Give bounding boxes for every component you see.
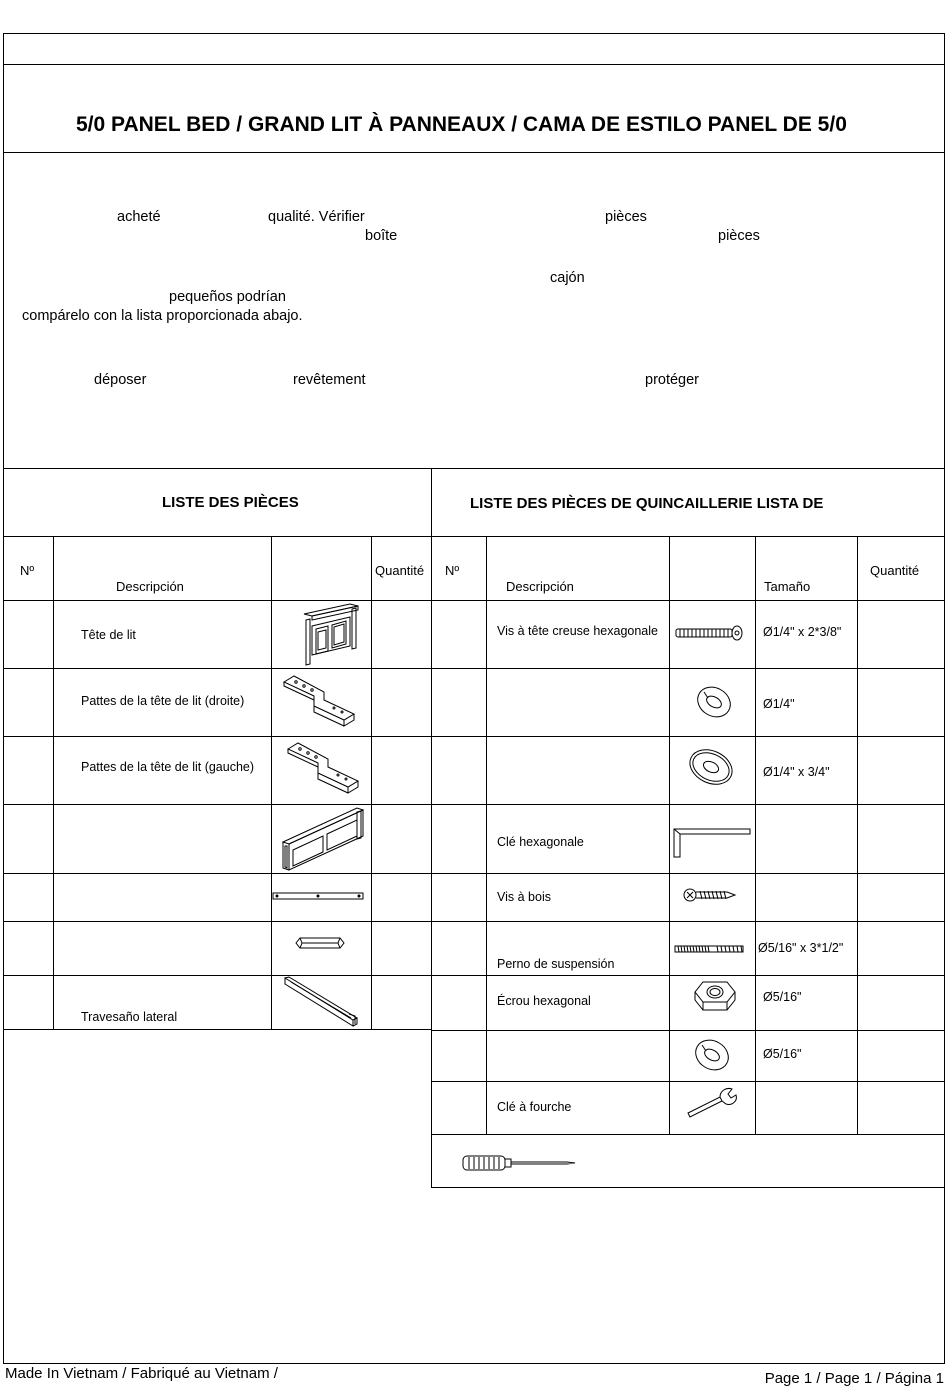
hw-col-quantity: Quantité <box>870 563 920 578</box>
hw-colhead-rule <box>431 600 944 601</box>
side-rail-icon <box>283 976 359 1028</box>
hex-nut-icon <box>693 978 737 1014</box>
parts-row-rule <box>3 873 431 874</box>
slat-rail-icon <box>272 891 364 901</box>
parts-row-rule <box>3 668 431 669</box>
hardware-size: Ø5/16" <box>763 990 802 1004</box>
hw-col-rule <box>857 536 858 1134</box>
parts-row-rule <box>3 736 431 737</box>
hardware-description: Écrou hexagonal <box>497 994 591 1008</box>
frame-left <box>3 33 4 1364</box>
hw-row-rule <box>431 1134 944 1135</box>
hardware-size: Ø1/4" <box>763 697 795 711</box>
intro-fragment: acheté <box>117 209 161 225</box>
hw-row-rule <box>431 1030 944 1031</box>
hardware-list-header: LISTE DES PIÈCES DE QUINCAILLERIE LISTA DE <box>470 495 824 512</box>
hw-row-rule <box>431 804 944 805</box>
intro-fragment: boîte <box>365 228 398 244</box>
parts-header-rule <box>3 536 431 537</box>
hw-col-rule <box>486 536 487 1134</box>
title-top-rule <box>3 64 944 65</box>
page-number: Page 1 / Page 1 / Página 1 <box>764 1370 944 1387</box>
frame-top <box>3 33 944 34</box>
hanger-bolt-icon <box>673 943 745 955</box>
part-description: Pattes de la tête de lit (gauche) <box>81 760 255 774</box>
hardware-description: Vis à bois <box>497 890 551 904</box>
hardware-description: Vis à tête creuse hexagonale <box>497 624 658 638</box>
parts-row-rule <box>3 804 431 805</box>
wood-screw-icon <box>683 885 737 905</box>
page-title: 5/0 PANEL BED / GRAND LIT À PANNEAUX / CAMA DE ESTILO PANEL DE 5/0 <box>76 113 847 136</box>
headboard-icon <box>300 602 360 666</box>
hw-col-rule <box>669 536 670 1134</box>
intro-fragment: revêtement <box>293 372 366 388</box>
parts-col-rule <box>271 536 272 1029</box>
frame-right <box>944 33 945 1364</box>
intro-fragment: protéger <box>645 372 700 388</box>
allen-key-icon <box>672 826 752 860</box>
hw-col-size: Tamaño <box>764 579 811 594</box>
parts-col-rule <box>53 536 54 1029</box>
intro-fragment: compárelo con la lista proporcionada abajo. <box>22 308 303 324</box>
parts-list-header: LISTE DES PIÈCES <box>162 494 299 511</box>
made-in-note: Made In Vietnam / Fabriqué au Vietnam / <box>5 1365 278 1382</box>
open-wrench-icon <box>686 1087 738 1121</box>
intro-fragment: qualité. Vérifier <box>268 209 365 225</box>
hw-row-rule <box>431 668 944 669</box>
intro-fragment: pièces <box>605 209 647 225</box>
parts-col-description: Descripción <box>116 579 184 594</box>
parts-row-rule <box>3 921 431 922</box>
part-description: Pattes de la tête de lit (droite) <box>81 694 245 708</box>
hardware-description: Clé hexagonale <box>497 835 584 849</box>
hw-col-no: Nº <box>445 563 460 578</box>
title-bottom-rule <box>3 152 944 153</box>
frame-bottom <box>3 1363 944 1364</box>
hw-row-rule <box>431 873 944 874</box>
lock-washer-icon <box>692 1037 732 1073</box>
hw-row-rule <box>431 1081 944 1082</box>
intro-bottom-rule <box>3 468 944 469</box>
parts-col-rule <box>371 536 372 1029</box>
parts-row-rule <box>3 975 431 976</box>
hw-bottom-rule <box>431 1187 944 1188</box>
hardware-size: Ø5/16" <box>763 1047 802 1061</box>
headboard-leg-left-icon <box>286 741 362 795</box>
parts-colhead-rule <box>3 600 431 601</box>
lock-washer-icon <box>694 684 734 720</box>
hw-row-rule <box>431 736 944 737</box>
flat-washer-icon <box>686 746 736 788</box>
support-leg-icon <box>294 936 346 950</box>
hardware-description: Clé à fourche <box>497 1100 572 1114</box>
parts-col-no: Nº <box>20 563 35 578</box>
tables-divider <box>431 468 432 1187</box>
part-description: Tête de lit <box>81 628 136 642</box>
hw-row-rule <box>431 921 944 922</box>
hw-row-rule <box>431 975 944 976</box>
parts-col-quantity: Quantité <box>375 563 425 578</box>
hw-col-description: Descripción <box>506 579 574 594</box>
footboard-icon <box>281 806 365 872</box>
hw-col-rule <box>755 536 756 1134</box>
intro-fragment: pièces <box>718 228 760 244</box>
hw-header-rule <box>431 536 944 537</box>
screwdriver-icon <box>461 1154 577 1172</box>
intro-fragment: pequeños podrían <box>169 289 286 305</box>
hardware-description: Perno de suspensión <box>497 957 615 971</box>
hardware-size: Ø1/4" x 3/4" <box>763 765 830 779</box>
intro-fragment: déposer <box>94 372 147 388</box>
headboard-leg-right-icon <box>282 674 358 728</box>
hex-socket-bolt-icon <box>674 624 744 642</box>
intro-fragment: cajón <box>550 270 585 286</box>
parts-row-rule <box>3 1029 431 1030</box>
hardware-size: Ø5/16" x 3*1/2" <box>758 941 844 955</box>
hardware-size: Ø1/4" x 2*3/8" <box>763 625 842 639</box>
part-description: Travesaño lateral <box>81 1010 178 1024</box>
